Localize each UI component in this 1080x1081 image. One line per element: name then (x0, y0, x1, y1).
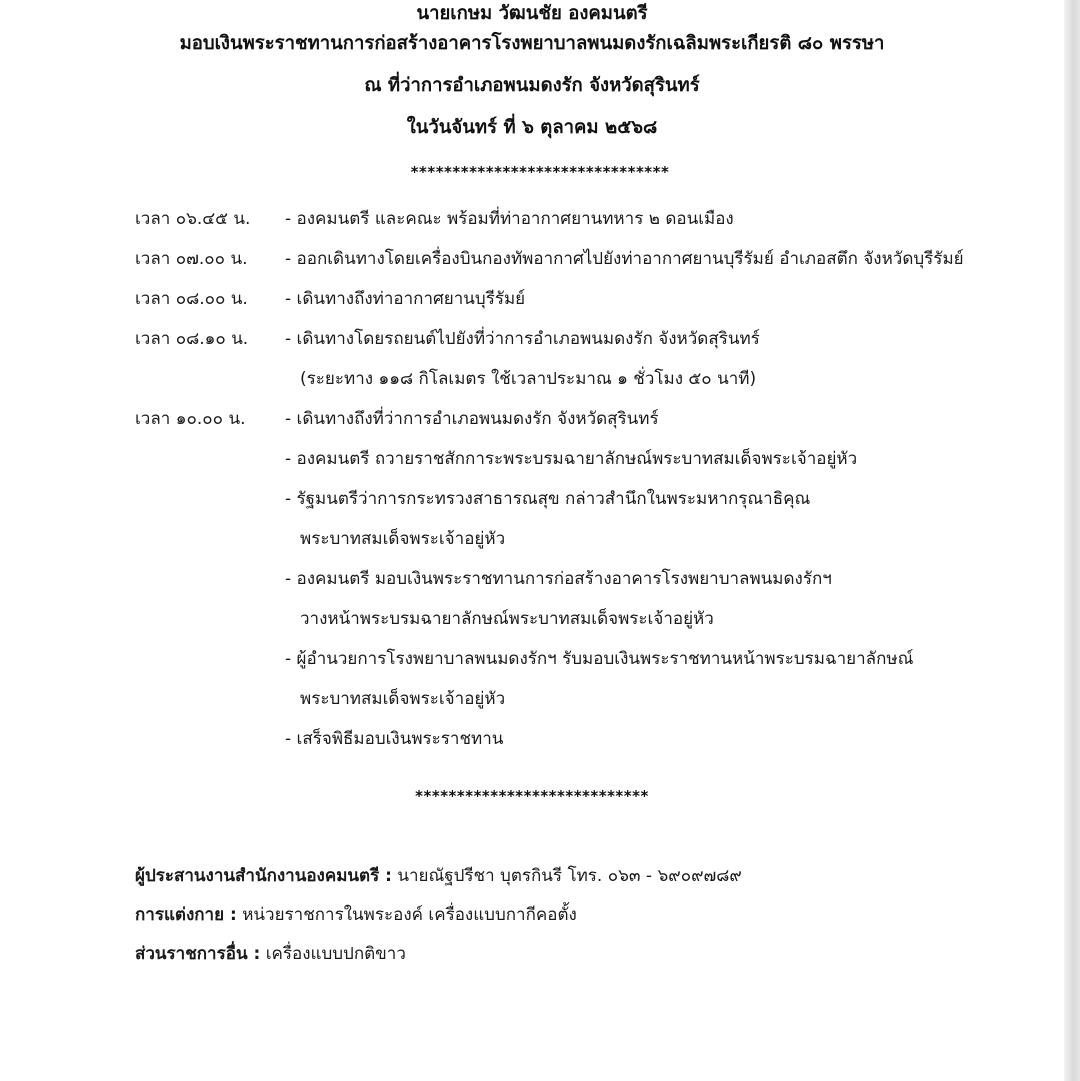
schedule-text: - เดินทางโดยรถยนต์ไปยังที่ว่าการอำเภอพนมดงรัก จังหวัดสุรินทร์ (285, 329, 760, 349)
dress-code-label: การแต่งกาย : (135, 905, 237, 925)
schedule-row (135, 605, 1055, 645)
schedule-row (135, 445, 1055, 485)
schedule-time (135, 565, 285, 605)
other-agencies-value: เครื่องแบบปกติขาว (265, 944, 406, 964)
schedule-row (135, 365, 1055, 405)
schedule-text: - เดินทางถึงที่ว่าการอำเภอพนมดงรัก จังหวัดสุรินทร์ (285, 409, 659, 429)
divider-top: ******************************* (410, 163, 670, 181)
schedule-text: - รัฐมนตรีว่าการกระทรวงสาธารณสุข กล่าวสำนึกในพระมหากรุณาธิคุณ (285, 489, 811, 509)
schedule-text: - เสร็จพิธีมอบเงินพระราชทาน (285, 729, 504, 749)
schedule-time (135, 485, 285, 525)
schedule-time: เวลา ๐๘.๐๐ น. (135, 289, 248, 309)
schedule-time (135, 605, 285, 645)
schedule-list (135, 205, 1055, 765)
other-agencies-line (135, 940, 1035, 979)
coordinator-label: ผู้ประสานงานสำนักงานองคมนตรี : (135, 866, 392, 886)
schedule-time (135, 365, 285, 405)
schedule-text: - เดินทางถึงท่าอากาศยานบุรีรัมย์ (285, 289, 526, 309)
page-edge-shadow (1064, 0, 1080, 1081)
schedule-text: - ผู้อำนวยการโรงพยาบาลพนมดงรักฯ รับมอบเงินพระราชทานหน้าพระบรมฉายาลักษณ์ (285, 649, 914, 669)
document-footer (135, 862, 1035, 979)
schedule-row (135, 325, 1055, 365)
schedule-row (135, 725, 1055, 765)
schedule-time: เวลา ๑๐.๐๐ น. (135, 409, 246, 429)
divider-bottom: **************************** (415, 787, 649, 805)
schedule-text: พระบาทสมเด็จพระเจ้าอยู่หัว (300, 529, 506, 549)
dress-code-value: หน่วยราชการในพระองค์ เครื่องแบบกากีคอตั้ง (242, 905, 577, 925)
document-header (0, 0, 1064, 154)
other-agencies-label: ส่วนราชการอื่น : (135, 944, 261, 964)
coordinator-value: นายณัฐปรีชา บุตรกินรี โทร. ๐๖๓ - ๖๙๐๙๗๘๙ (397, 866, 742, 886)
schedule-text: วางหน้าพระบรมฉายาลักษณ์พระบาทสมเด็จพระเจ้าอยู่หัว (300, 609, 714, 629)
schedule-time (135, 725, 285, 765)
schedule-row (135, 685, 1055, 725)
schedule-text: - องคมนตรี และคณะ พร้อมที่ท่าอากาศยานทหาร ๒ ดอนเมือง (285, 209, 734, 229)
schedule-row (135, 285, 1055, 325)
schedule-text: - องคมนตรี ถวายราชสักการะพระบรมฉายาลักษณ์พระบาทสมเด็จพระเจ้าอยู่หัว (285, 449, 858, 469)
dress-code-line (135, 901, 1035, 940)
header-title: นายเกษม วัฒนชัย องคมนตรี (416, 3, 648, 24)
schedule-row (135, 525, 1055, 565)
coordinator-line (135, 862, 1035, 901)
schedule-text: - องคมนตรี มอบเงินพระราชทานการก่อสร้างอาคารโรงพยาบาลพนมดงรักฯ (285, 569, 832, 589)
schedule-time: เวลา ๐๘.๑๐ น. (135, 329, 249, 349)
schedule-row (135, 645, 1055, 685)
schedule-text: (ระยะทาง ๑๑๘ กิโลเมตร ใช้เวลาประมาณ ๑ ชั่วโมง ๕๐ นาที) (300, 369, 757, 389)
schedule-row (135, 405, 1055, 445)
header-location: ณ ที่ว่าการอำเภอพนมดงรัก จังหวัดสุรินทร์ (364, 75, 700, 96)
schedule-text: - ออกเดินทางโดยเครื่องบินกองทัพอากาศไปยังท่าอากาศยานบุรีรัมย์ อำเภอสตึก จังหวัดบุรีรัมย์ (285, 249, 964, 269)
schedule-time (135, 645, 285, 685)
schedule-row (135, 485, 1055, 525)
schedule-time (135, 525, 285, 565)
schedule-text: พระบาทสมเด็จพระเจ้าอยู่หัว (300, 689, 506, 709)
schedule-time (135, 445, 285, 485)
schedule-row (135, 565, 1055, 605)
schedule-time (135, 685, 285, 725)
header-date: ในวันจันทร์ ที่ ๖ ตุลาคม ๒๕๖๘ (406, 117, 658, 138)
schedule-row (135, 245, 1055, 285)
schedule-row (135, 205, 1055, 245)
header-subtitle: มอบเงินพระราชทานการก่อสร้างอาคารโรงพยาบาลพนมดงรักเฉลิมพระเกียรติ ๘๐ พรรษา (179, 33, 885, 54)
schedule-time: เวลา ๐๖.๔๕ น. (135, 209, 251, 229)
schedule-time: เวลา ๐๗.๐๐ น. (135, 249, 248, 269)
